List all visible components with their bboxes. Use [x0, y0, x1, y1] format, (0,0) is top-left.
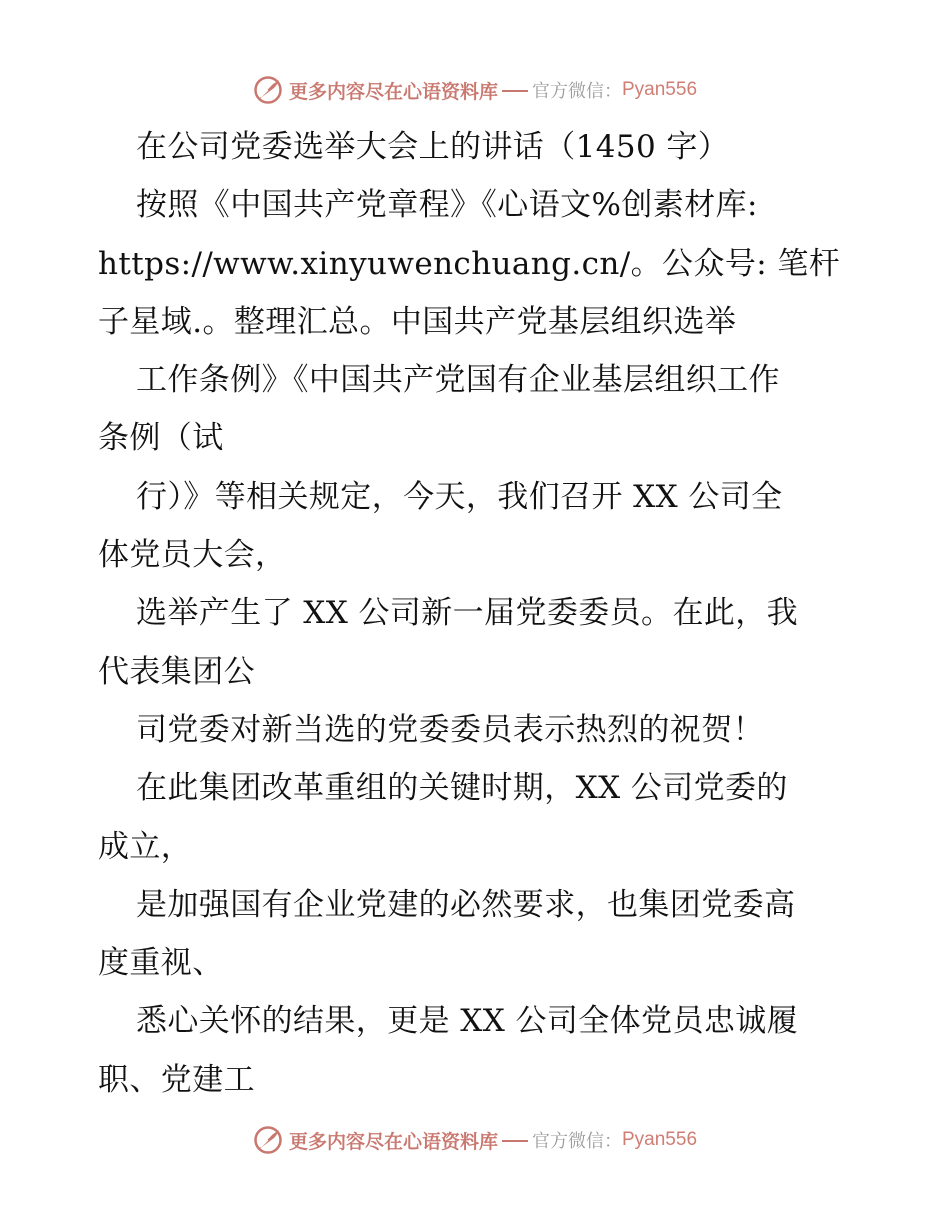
text-line: 工作条例》《中国共产党国有企业基层组织工作 — [136, 362, 780, 399]
wechat-id: Pyan556 — [622, 79, 698, 100]
wechat-label: 官方微信： — [532, 81, 622, 102]
text-line: 是加强国有企业党建的必然要求，也集团党委高 — [136, 886, 796, 923]
document-body — [98, 118, 858, 1109]
separator-dash — [502, 90, 528, 92]
text-line: 职、党建工 — [98, 1061, 255, 1098]
text-line: 度重视、 — [98, 945, 224, 982]
quill-pen-icon — [253, 1125, 283, 1155]
text-line: 成立， — [98, 828, 193, 865]
text-line: 代表集团公 — [98, 653, 255, 690]
text-line: 选举产生了 XX 公司新一届党委委员。在此，我 — [136, 595, 799, 632]
text-line: 在此集团改革重组的关键时期，XX 公司党委的 — [136, 770, 788, 807]
separator-dash — [502, 1140, 528, 1142]
quill-pen-icon — [253, 75, 283, 105]
text-line: 子星域.。整理汇总。中国共产党基层组织选举 — [98, 303, 737, 340]
text-line: 行）》等相关规定，今天，我们召开 XX 公司全 — [136, 478, 783, 515]
header-watermark-banner — [0, 70, 950, 110]
text-line: https://www.xinyuwenchuang.cn/。公众号: 笔杆 — [98, 245, 841, 282]
wechat-label: 官方微信： — [532, 1131, 622, 1152]
watermark-content — [253, 75, 697, 105]
text-line: 按照《中国共产党章程》《心语文%创素材库: — [136, 187, 758, 224]
text-line: 条例（试 — [98, 420, 224, 457]
brand-text: 更多内容尽在心语资料库 — [288, 1130, 498, 1153]
text-line: 体党员大会， — [98, 537, 287, 574]
brand-text: 更多内容尽在心语资料库 — [288, 80, 498, 103]
footer-watermark-banner — [0, 1120, 950, 1160]
document-title: 在公司党委选举大会上的讲话（1450 字） — [136, 129, 730, 165]
text-line: 司党委对新当选的党委委员表示热烈的祝贺！ — [136, 711, 764, 748]
watermark-content — [253, 1125, 697, 1155]
wechat-id: Pyan556 — [622, 1129, 698, 1150]
text-line: 悉心关怀的结果，更是 XX 公司全体党员忠诚履 — [136, 1003, 799, 1040]
